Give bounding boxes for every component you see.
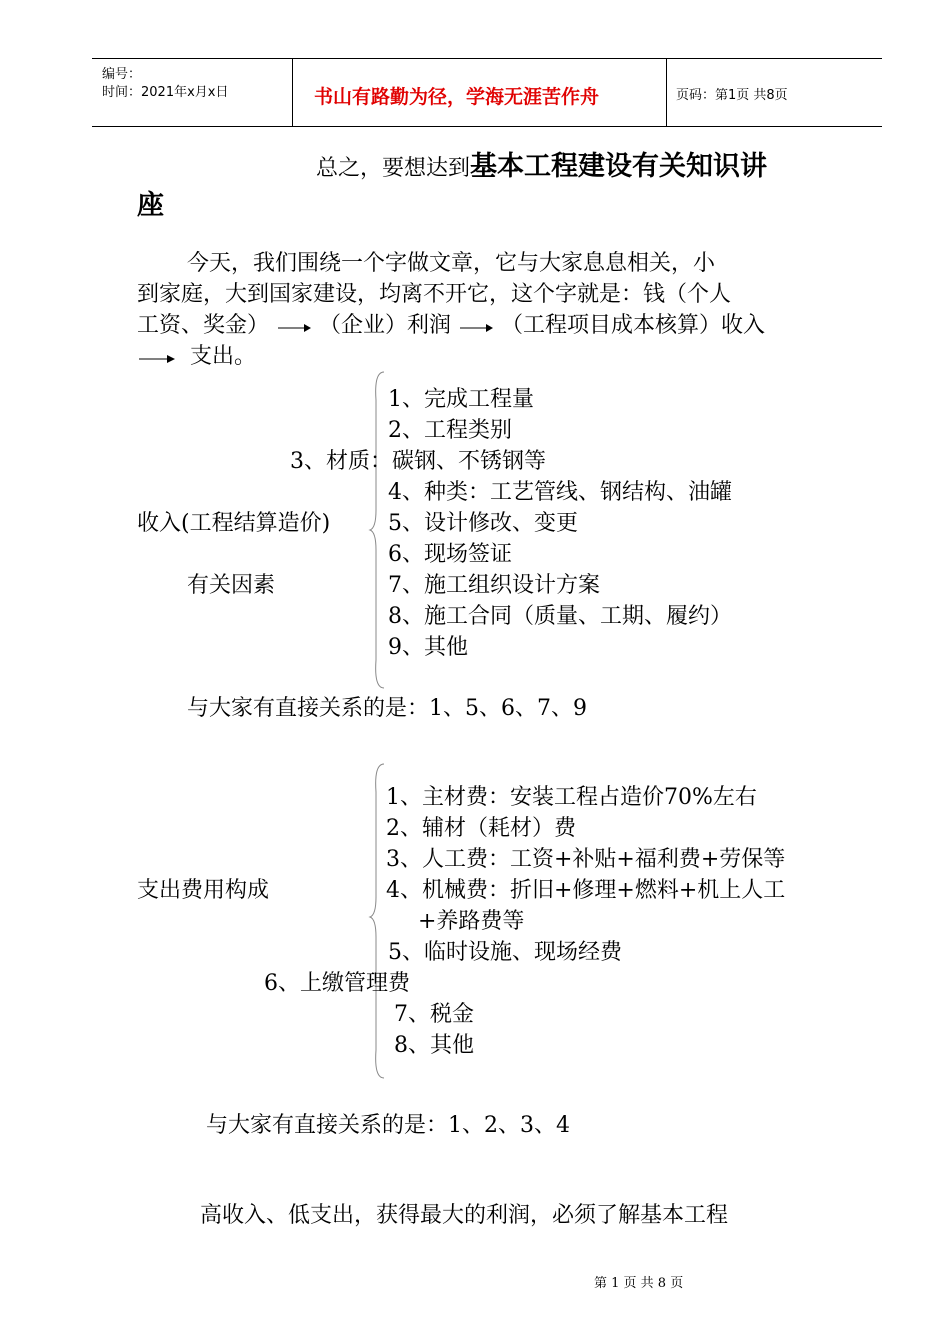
intro-segment: 支出。 xyxy=(190,344,257,369)
header-divider xyxy=(666,59,667,126)
income-item: 5、设计修改、变更 xyxy=(388,511,578,536)
expense-item: 2、辅材（耗材）费 xyxy=(386,816,576,841)
expense-relation: 与大家有直接关系的是：1、2、3、4 xyxy=(206,1113,570,1138)
income-item: 9、其他 xyxy=(388,635,468,660)
closing-line: 高收入、低支出，获得最大的利润，必须了解基本工程 xyxy=(200,1203,729,1228)
expense-item: 5、临时设施、现场经费 xyxy=(388,940,622,965)
intro-segment: （工程项目成本核算）收入 xyxy=(501,313,766,338)
header-divider xyxy=(292,59,293,126)
title-prefix: 总之，要想达到 xyxy=(316,156,471,181)
income-item: 6、现场签证 xyxy=(388,542,512,567)
title-line xyxy=(316,150,767,186)
title-bold: 基本工程建设有关知识讲 xyxy=(470,151,768,182)
arrow-right-icon xyxy=(137,350,177,364)
expense-item: +养路费等 xyxy=(418,909,525,934)
income-sublabel: 有关因素 xyxy=(187,573,276,598)
income-item: 2、工程类别 xyxy=(388,418,512,443)
expense-item: 7、税金 xyxy=(394,1002,474,1027)
expense-brace xyxy=(368,762,386,1080)
page-header xyxy=(92,58,882,127)
income-item: 7、施工组织设计方案 xyxy=(388,573,600,598)
motto: 书山有路勤为径，学海无涯苦作舟 xyxy=(314,86,600,108)
expense-label: 支出费用构成 xyxy=(137,878,270,903)
number-label: 编号： xyxy=(102,67,142,82)
page-info: 页码：第1页 共8页 xyxy=(676,88,788,103)
income-relation: 与大家有直接关系的是：1、5、6、7、9 xyxy=(187,696,587,721)
time-label: 时间：2021年x月x日 xyxy=(102,85,229,100)
expense-item: 8、其他 xyxy=(394,1033,474,1058)
page-footer: 第 1 页 共 8 页 xyxy=(594,1276,684,1291)
title-bold-continued: 座 xyxy=(137,190,164,221)
income-item: 1、完成工程量 xyxy=(388,387,534,412)
expense-item: 3、人工费：工资+补贴+福利费+劳保等 xyxy=(386,847,786,872)
income-item: 3、材质：碳钢、不锈钢等 xyxy=(290,449,546,474)
intro-line: 到家庭，大到国家建设，均离不开它，这个字就是：钱（个人 xyxy=(137,282,732,307)
arrow-right-icon xyxy=(458,320,494,332)
intro-segment: 工资、奖金） xyxy=(137,313,270,338)
income-label: 收入(工程结算造价) xyxy=(137,511,331,536)
income-brace xyxy=(368,370,386,690)
income-item: 8、施工合同（质量、工期、履约） xyxy=(388,604,732,629)
expense-item: 1、主材费：安装工程占造价70%左右 xyxy=(386,785,757,810)
intro-line xyxy=(137,310,765,341)
intro-line xyxy=(137,341,256,372)
expense-item: 6、上缴管理费 xyxy=(264,971,410,996)
arrow-right-icon xyxy=(276,320,312,332)
intro-line: 今天，我们围绕一个字做文章，它与大家息息相关，小 xyxy=(187,251,716,276)
income-item: 4、种类：工艺管线、钢结构、油罐 xyxy=(388,480,732,505)
intro-segment: （企业）利润 xyxy=(319,313,452,338)
expense-item: 4、机械费：折旧+修理+燃料+机上人工 xyxy=(386,878,786,903)
